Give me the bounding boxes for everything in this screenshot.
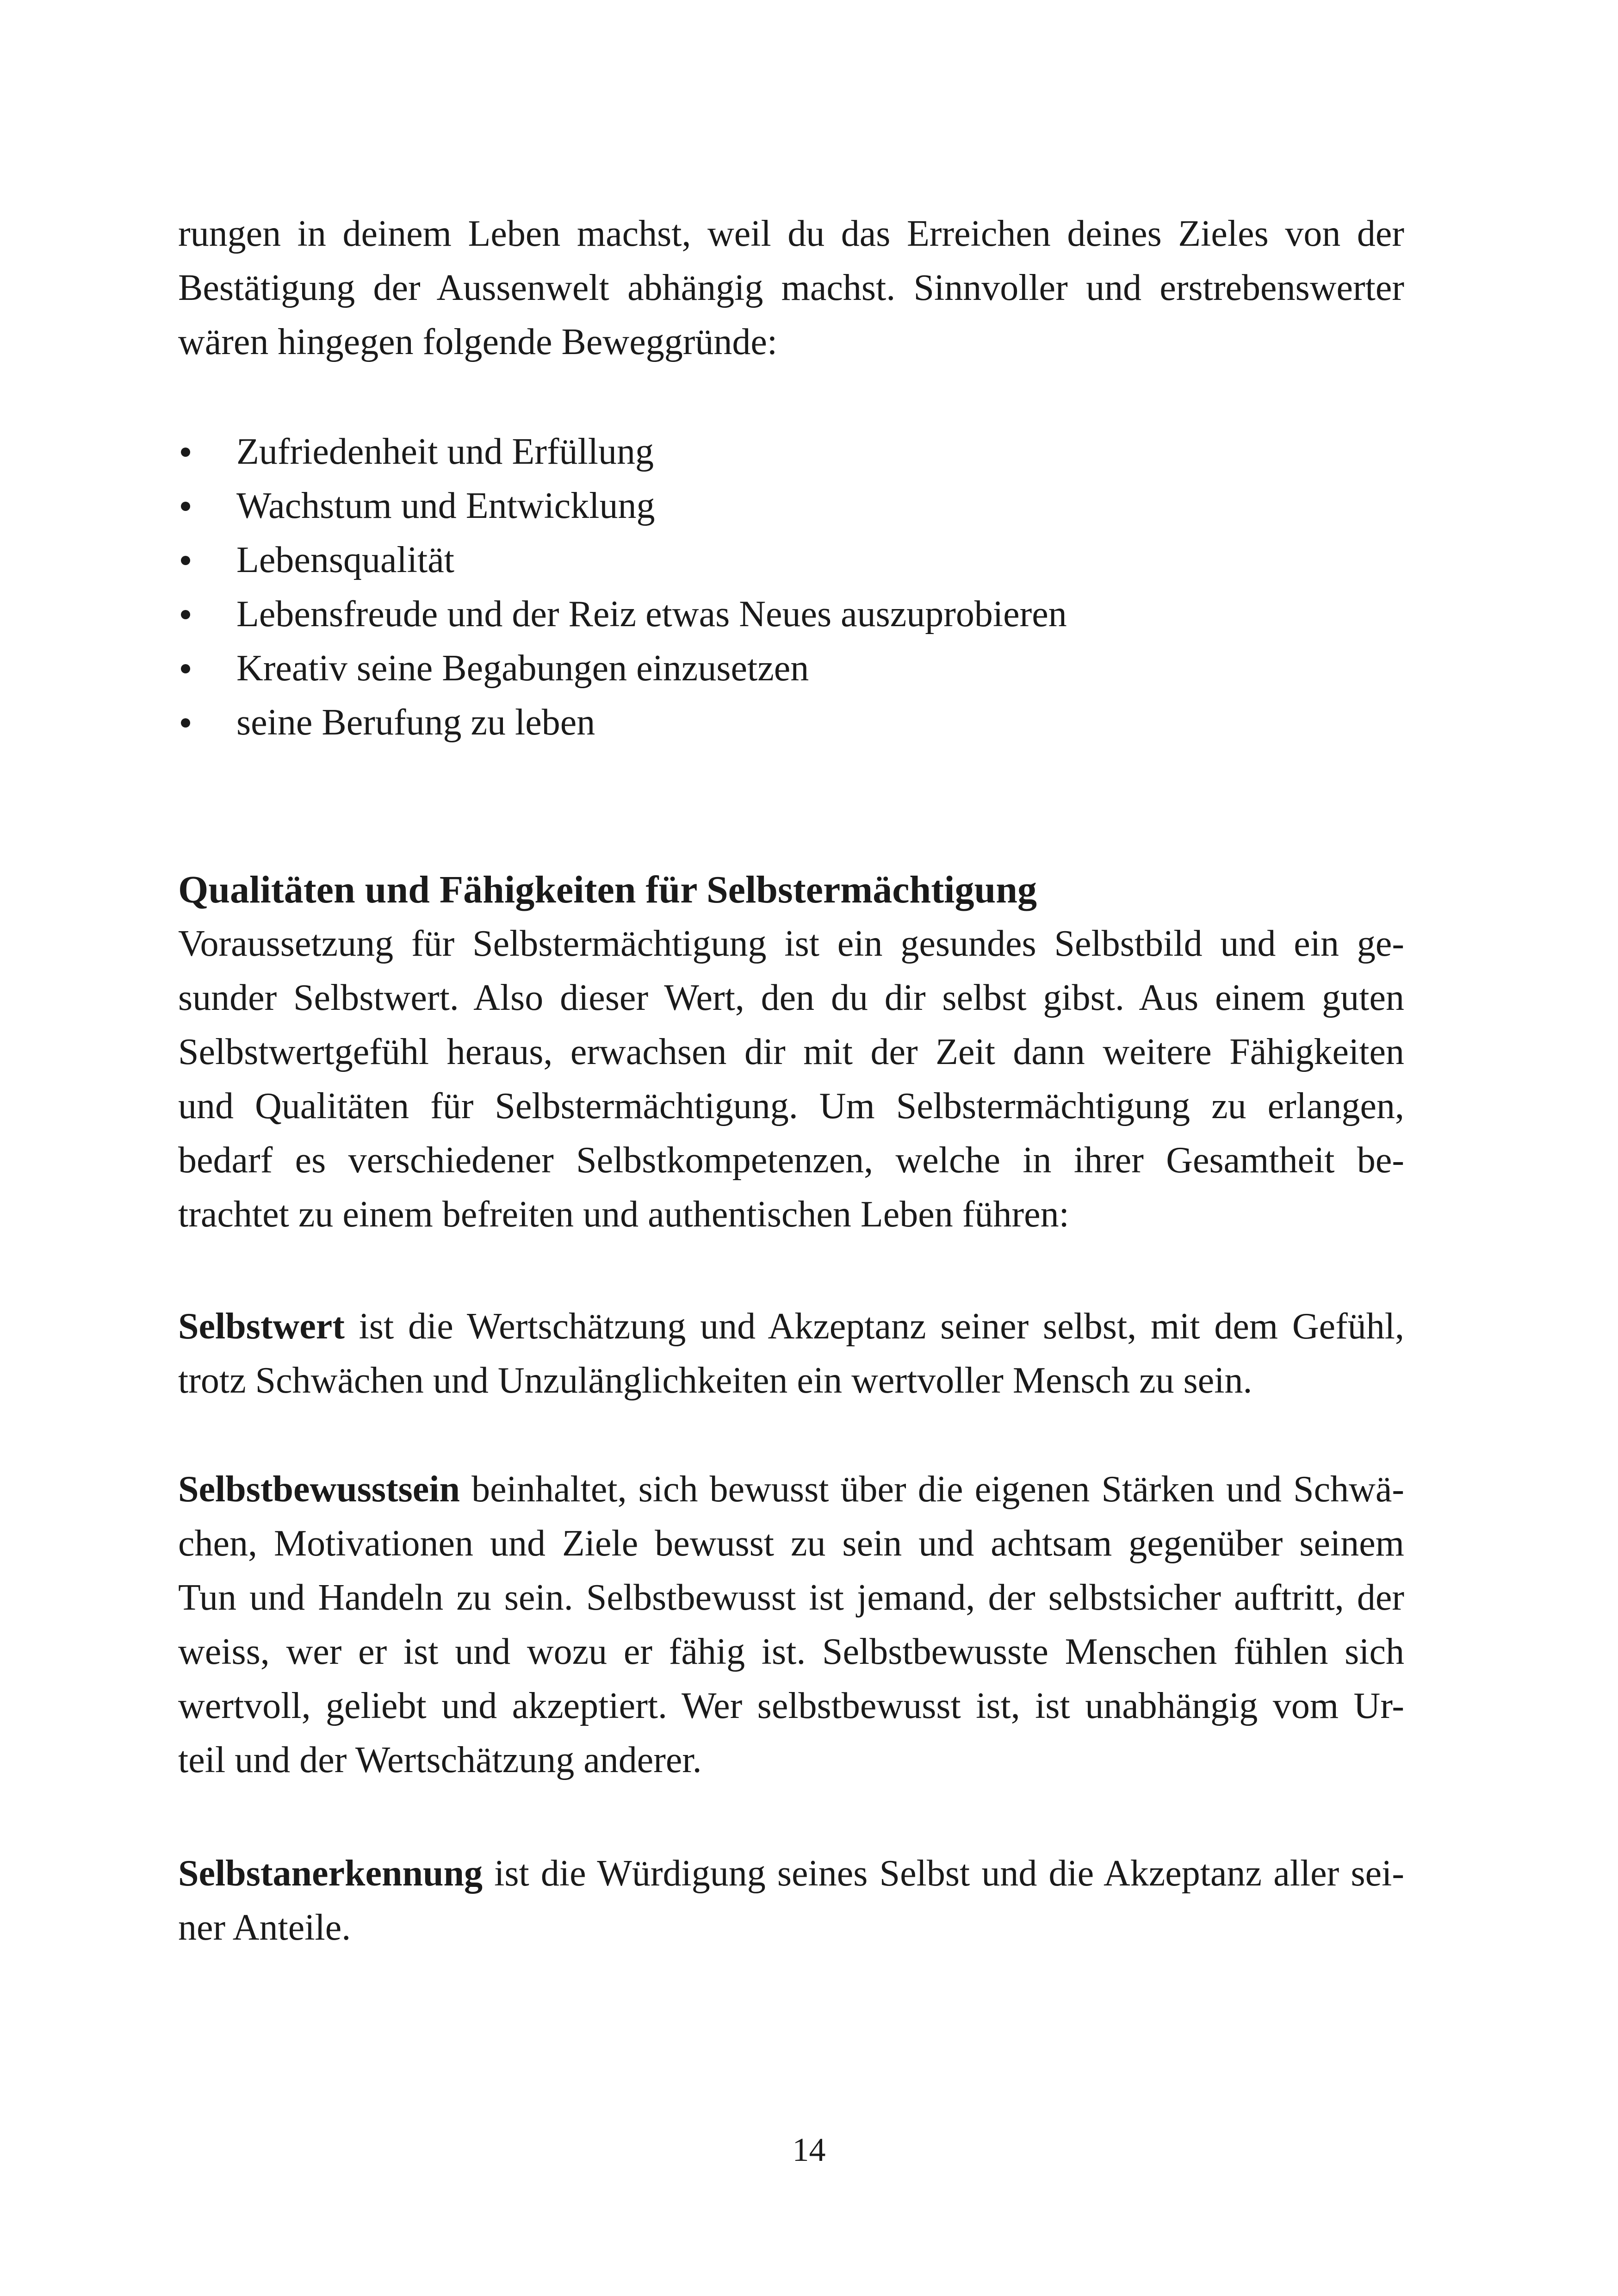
section-heading: Qualitäten und Fähigkeiten für Selbstermächtigung <box>178 868 1037 911</box>
definition-term: Selbstwert <box>178 1306 345 1347</box>
list-item <box>178 425 1404 479</box>
list-item <box>178 587 1404 641</box>
section-paragraph <box>178 917 1404 1242</box>
definition-term: Selbstanerkennung <box>178 1853 483 1894</box>
definition-text: ist die Wertschätzung und Akzeptanz seiner selbst, mit dem Gefühl, <box>344 1306 1404 1347</box>
paragraph-line: weiss, wer er ist und wozu er fähig ist. Selbstbewusste Menschen fühlen sich <box>178 1631 1404 1672</box>
list-item-text: Zufriedenheit und Erfüllung <box>236 431 654 472</box>
bullet-icon <box>181 502 190 511</box>
list-item-text: Lebensfreude und der Reiz etwas Neues auszuprobieren <box>236 594 1067 635</box>
list-item-text: Kreativ seine Begabungen einzusetzen <box>236 648 809 689</box>
definition-selbstanerkennung <box>178 1847 1404 1955</box>
paragraph-line <box>178 1462 1404 1517</box>
paragraph-line: trachtet zu einem befreiten und authentischen Leben führen: <box>178 1194 1069 1235</box>
list-item-text: Lebensqualität <box>236 540 454 580</box>
paragraph-line: und Qualitäten für Selbstermächtigung. Um Selbstermächtigung zu erlangen, <box>178 1086 1404 1126</box>
paragraph-line: Bestätigung der Aussenwelt abhängig machst. Sinnvoller und erstrebenswerter <box>178 268 1404 308</box>
page-number: 14 <box>792 2131 826 2168</box>
bullet-icon <box>181 556 190 565</box>
paragraph-line <box>178 1300 1404 1354</box>
paragraph-line <box>178 1847 1404 1901</box>
list-item-text: Wachstum und Entwicklung <box>236 485 655 526</box>
list-item <box>178 696 1404 750</box>
definition-selbstbewusstsein <box>178 1462 1404 1787</box>
paragraph-line: trotz Schwächen und Unzulänglichkeiten ein wertvoller Mensch zu sein. <box>178 1360 1252 1401</box>
intro-paragraph <box>178 207 1404 369</box>
definition-text: beinhaltet, sich bewusst über die eigenen Stärken und Schwä- <box>460 1469 1404 1510</box>
bullet-icon <box>181 448 190 457</box>
paragraph-line: rungen in deinem Leben machst, weil du das Erreichen deines Zieles von der <box>178 213 1404 254</box>
paragraph-line: Tun und Handeln zu sein. Selbstbewusst ist jemand, der selbstsicher auftritt, der <box>178 1577 1404 1618</box>
definition-selbstwert <box>178 1300 1404 1408</box>
motives-list <box>178 425 1404 750</box>
paragraph-line: sunder Selbstwert. Also dieser Wert, den du dir selbst gibst. Aus einem guten <box>178 977 1404 1018</box>
list-item <box>178 641 1404 696</box>
list-item-text: seine Berufung zu leben <box>236 702 595 743</box>
paragraph-line: Voraussetzung für Selbstermächtigung ist ein gesundes Selbstbild und ein ge- <box>178 923 1404 964</box>
paragraph-line: teil und der Wertschätzung anderer. <box>178 1740 702 1780</box>
paragraph-line: chen, Motivationen und Ziele bewusst zu sein und achtsam gegenüber seinem <box>178 1523 1404 1564</box>
definition-term: Selbstbewusstsein <box>178 1469 460 1510</box>
paragraph-line: wertvoll, geliebt und akzeptiert. Wer selbstbewusst ist, ist unabhängig vom Ur- <box>178 1686 1404 1726</box>
paragraph-line: bedarf es verschiedener Selbstkompetenzen, welche in ihrer Gesamtheit be- <box>178 1140 1404 1181</box>
bullet-icon <box>181 718 190 728</box>
definition-text: ist die Würdigung seines Selbst und die Akzeptanz aller sei- <box>482 1853 1404 1894</box>
list-item <box>178 533 1404 587</box>
paragraph-line: ner Anteile. <box>178 1907 351 1948</box>
paragraph-line: Selbstwertgefühl heraus, erwachsen dir mit der Zeit dann weitere Fähigkeiten <box>178 1032 1404 1072</box>
bullet-icon <box>181 610 190 619</box>
list-item <box>178 479 1404 533</box>
bullet-icon <box>181 664 190 673</box>
paragraph-line: wären hingegen folgende Beweggründe: <box>178 322 778 362</box>
